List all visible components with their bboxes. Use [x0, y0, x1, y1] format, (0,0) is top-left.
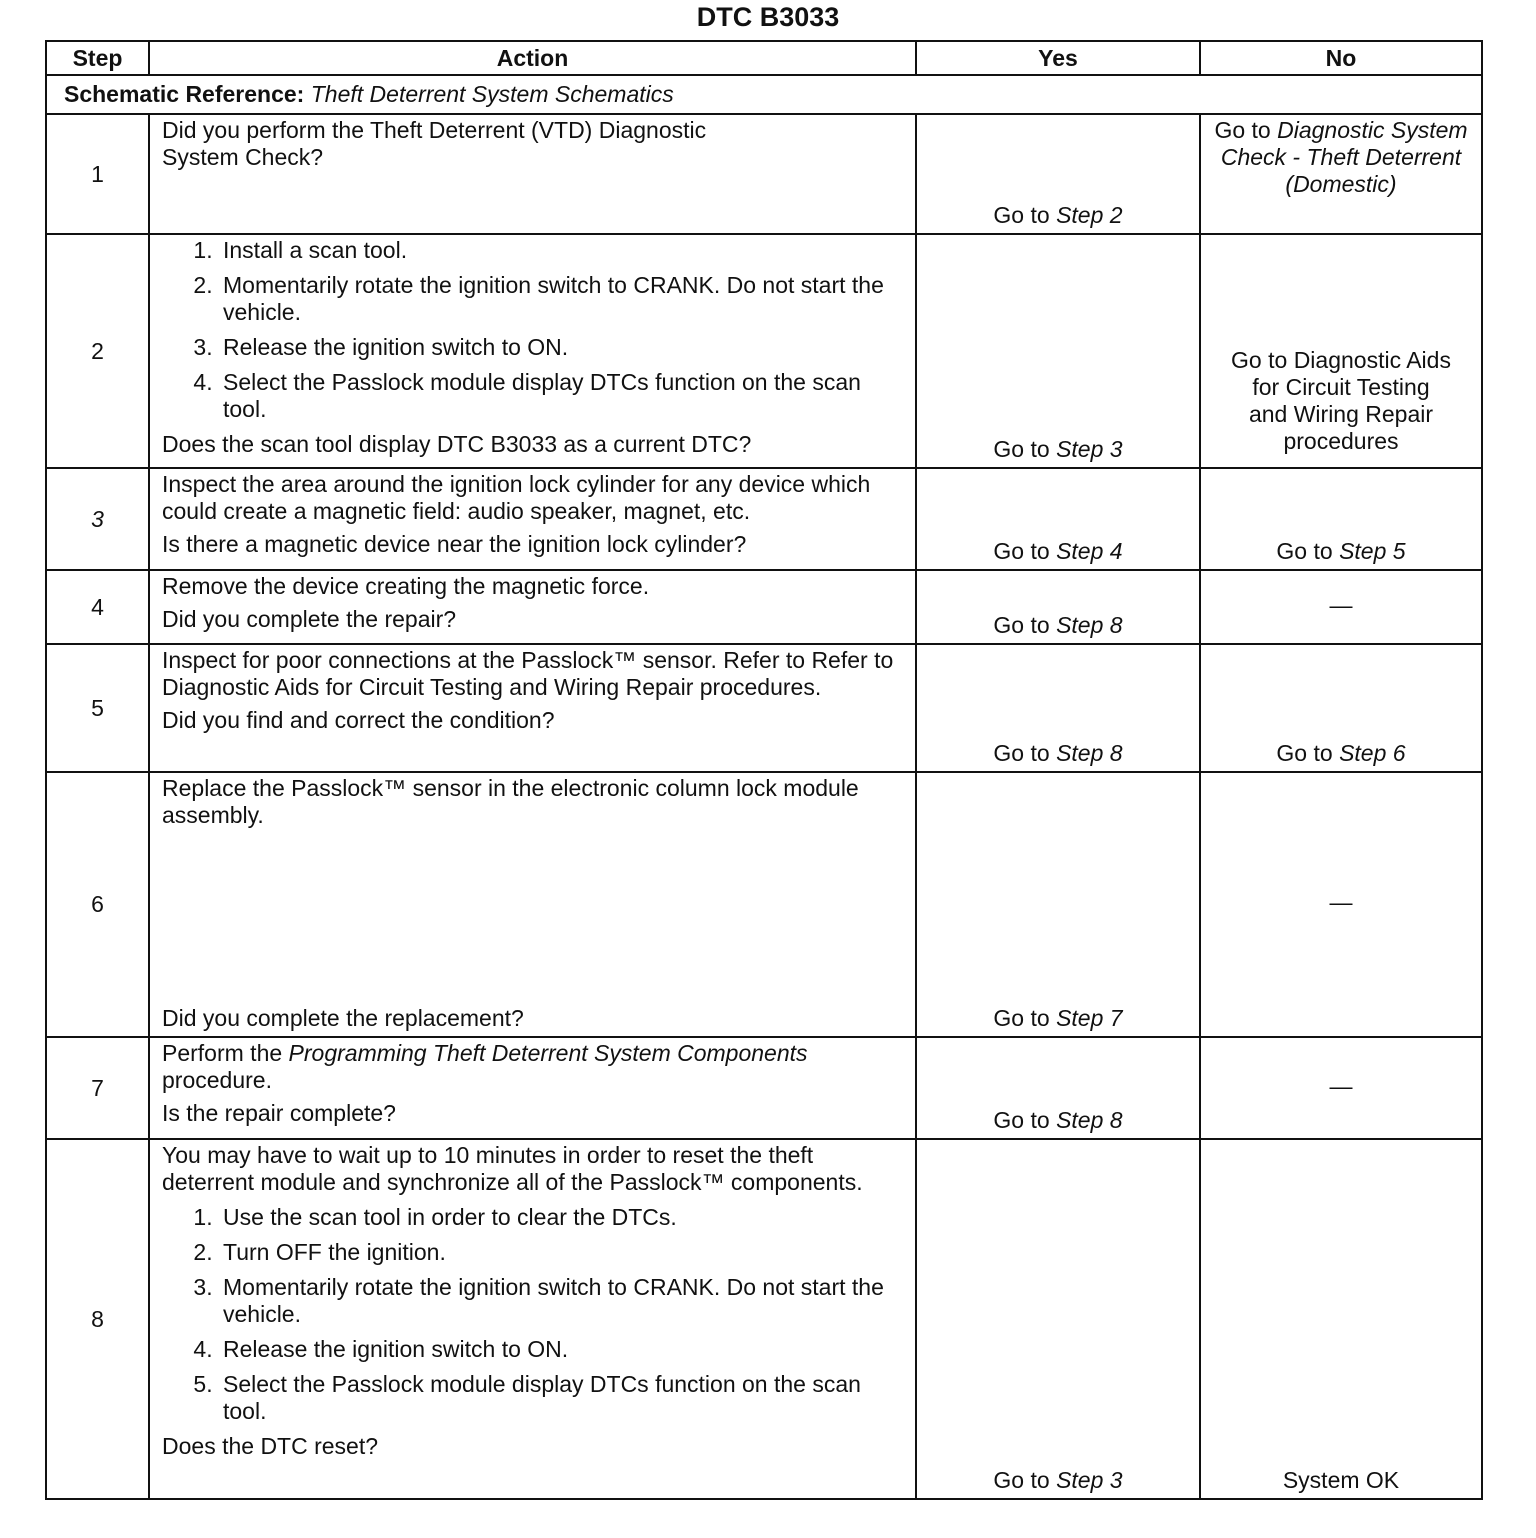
list-item: 1. Install a scan tool.: [219, 237, 907, 264]
yes-prefix: Go to: [993, 740, 1057, 766]
no-text[interactable]: Go to Diagnostic Aids for Circuit Testing and Wiring Repair procedures: [1231, 347, 1451, 454]
action-list: [162, 237, 907, 423]
yes-cell: [916, 114, 1200, 234]
header-action: Action: [149, 41, 916, 75]
yes-step-link[interactable]: Step 2: [1056, 202, 1123, 228]
action-question: Does the DTC reset?: [162, 1433, 379, 1459]
yes-prefix: Go to: [993, 202, 1057, 228]
yes-prefix: Go to: [993, 538, 1057, 564]
action-question: Is there a magnetic device near the ignition lock cylinder?: [162, 531, 747, 557]
action-question: Did you complete the repair?: [162, 606, 457, 632]
no-cell: [1200, 772, 1482, 1037]
yes-step-link[interactable]: Step 3: [1056, 436, 1123, 462]
yes-step-link[interactable]: Step 8: [1056, 740, 1123, 766]
step-number: 8: [46, 1139, 149, 1499]
procedure-link[interactable]: Programming Theft Deterrent System Components: [288, 1040, 808, 1066]
action-question: Did you complete the replacement?: [162, 1005, 524, 1031]
step-number: 7: [46, 1037, 149, 1139]
no-dash: —: [1329, 591, 1353, 618]
no-prefix: Go to: [1276, 740, 1340, 766]
action-text: Did you perform the Theft Deterrent (VTD) Diagnostic System Check?: [162, 117, 707, 170]
no-dash: —: [1329, 1072, 1353, 1099]
no-step-link[interactable]: Step 6: [1339, 740, 1406, 766]
table-row: [46, 114, 1482, 234]
no-text: System OK: [1282, 1467, 1400, 1493]
no-link[interactable]: Diagnostic System Check - Theft Deterrent (Domestic): [1220, 117, 1468, 197]
header-row: [46, 41, 1482, 75]
action-cell: [149, 234, 916, 468]
action-question: Is the repair complete?: [162, 1100, 396, 1126]
header-no: No: [1200, 41, 1482, 75]
yes-cell: [916, 570, 1200, 644]
action-cell: [149, 468, 916, 570]
no-step-link[interactable]: Step 5: [1339, 538, 1406, 564]
table-row: [46, 570, 1482, 644]
step-number: 6: [46, 772, 149, 1037]
schematic-reference-link[interactable]: Theft Deterrent System Schematics: [310, 81, 674, 107]
action-text: Remove the device creating the magnetic force.: [162, 573, 650, 599]
step-number: 4: [46, 570, 149, 644]
table-row: [46, 234, 1482, 468]
yes-cell: [916, 772, 1200, 1037]
table-row: [46, 644, 1482, 772]
no-prefix: Go to: [1214, 117, 1278, 143]
yes-step-link[interactable]: Step 7: [1056, 1005, 1123, 1031]
yes-step-link[interactable]: Step 8: [1056, 612, 1123, 638]
no-cell: [1200, 234, 1482, 468]
action-list: [162, 1204, 907, 1425]
table-row: [46, 468, 1482, 570]
no-cell: [1200, 644, 1482, 772]
yes-step-link[interactable]: Step 3: [1056, 1467, 1123, 1493]
list-item: 4. Release the ignition switch to ON.: [219, 1336, 907, 1363]
action-prefix: Perform the: [162, 1040, 289, 1066]
yes-prefix: Go to: [993, 1005, 1057, 1031]
no-prefix: Go to: [1276, 538, 1340, 564]
diagnostic-table: [45, 40, 1483, 1500]
yes-prefix: Go to: [993, 436, 1057, 462]
yes-step-link[interactable]: Step 4: [1056, 538, 1123, 564]
step-number: 1: [46, 114, 149, 234]
yes-cell: [916, 468, 1200, 570]
action-cell: [149, 1037, 916, 1139]
table-row: [46, 772, 1482, 1037]
no-cell: [1200, 114, 1482, 234]
yes-step-link[interactable]: Step 8: [1056, 1107, 1123, 1133]
no-cell: [1200, 570, 1482, 644]
schematic-reference: [46, 75, 1482, 114]
action-cell: [149, 114, 916, 234]
schematic-reference-label: Schematic Reference:: [64, 81, 305, 107]
yes-cell: [916, 1037, 1200, 1139]
list-item: 3. Release the ignition switch to ON.: [219, 334, 907, 361]
action-cell: [149, 1139, 916, 1499]
yes-cell: [916, 1139, 1200, 1499]
yes-prefix: Go to: [993, 1107, 1057, 1133]
action-text: Inspect the area around the ignition lock cylinder for any device which could create a magnetic field: audio speaker, magnet, etc.: [162, 471, 871, 524]
action-question: Did you find and correct the condition?: [162, 707, 555, 733]
action-text: [162, 1040, 907, 1094]
schematic-reference-row: [46, 75, 1482, 114]
yes-prefix: Go to: [993, 1467, 1057, 1493]
list-item: 2. Momentarily rotate the ignition switch to CRANK. Do not start the vehicle.: [219, 272, 907, 326]
yes-prefix: Go to: [993, 612, 1057, 638]
no-cell: [1200, 1037, 1482, 1139]
action-cell: [149, 644, 916, 772]
action-suffix: procedure.: [162, 1067, 272, 1093]
no-dash: —: [1329, 889, 1353, 915]
no-cell: [1200, 468, 1482, 570]
no-cell: [1200, 1139, 1482, 1499]
header-step: Step: [46, 41, 149, 75]
list-item: 5. Select the Passlock module display DTCs function on the scan tool.: [219, 1371, 907, 1425]
action-cell: [149, 570, 916, 644]
list-item: 4. Select the Passlock module display DTCs function on the scan tool.: [219, 369, 907, 423]
yes-cell: [916, 234, 1200, 468]
page-title: DTC B3033: [696, 2, 840, 32]
table-row: [46, 1037, 1482, 1139]
yes-cell: [916, 644, 1200, 772]
action-text: You may have to wait up to 10 minutes in order to reset the theft deterrent module and synchronize all of the Passlock™ components.: [162, 1142, 863, 1195]
list-item: 2. Turn OFF the ignition.: [219, 1239, 907, 1266]
list-item: 3. Momentarily rotate the ignition switch to CRANK. Do not start the vehicle.: [219, 1274, 907, 1328]
step-number: 3: [46, 468, 149, 570]
step-number: 2: [46, 234, 149, 468]
table-row: [46, 1139, 1482, 1499]
header-yes: Yes: [916, 41, 1200, 75]
action-text: Inspect for poor connections at the Passlock™ sensor. Refer to Refer to Diagnostic Aids for Circuit Testing and Wiring Repair procedures.: [162, 647, 894, 700]
action-text: Replace the Passlock™ sensor in the electronic column lock module assembly.: [162, 775, 859, 828]
action-cell: [149, 772, 916, 1037]
action-question: Does the scan tool display DTC B3033 as a current DTC?: [162, 431, 752, 457]
list-item: 1. Use the scan tool in order to clear the DTCs.: [219, 1204, 907, 1231]
step-number: 5: [46, 644, 149, 772]
